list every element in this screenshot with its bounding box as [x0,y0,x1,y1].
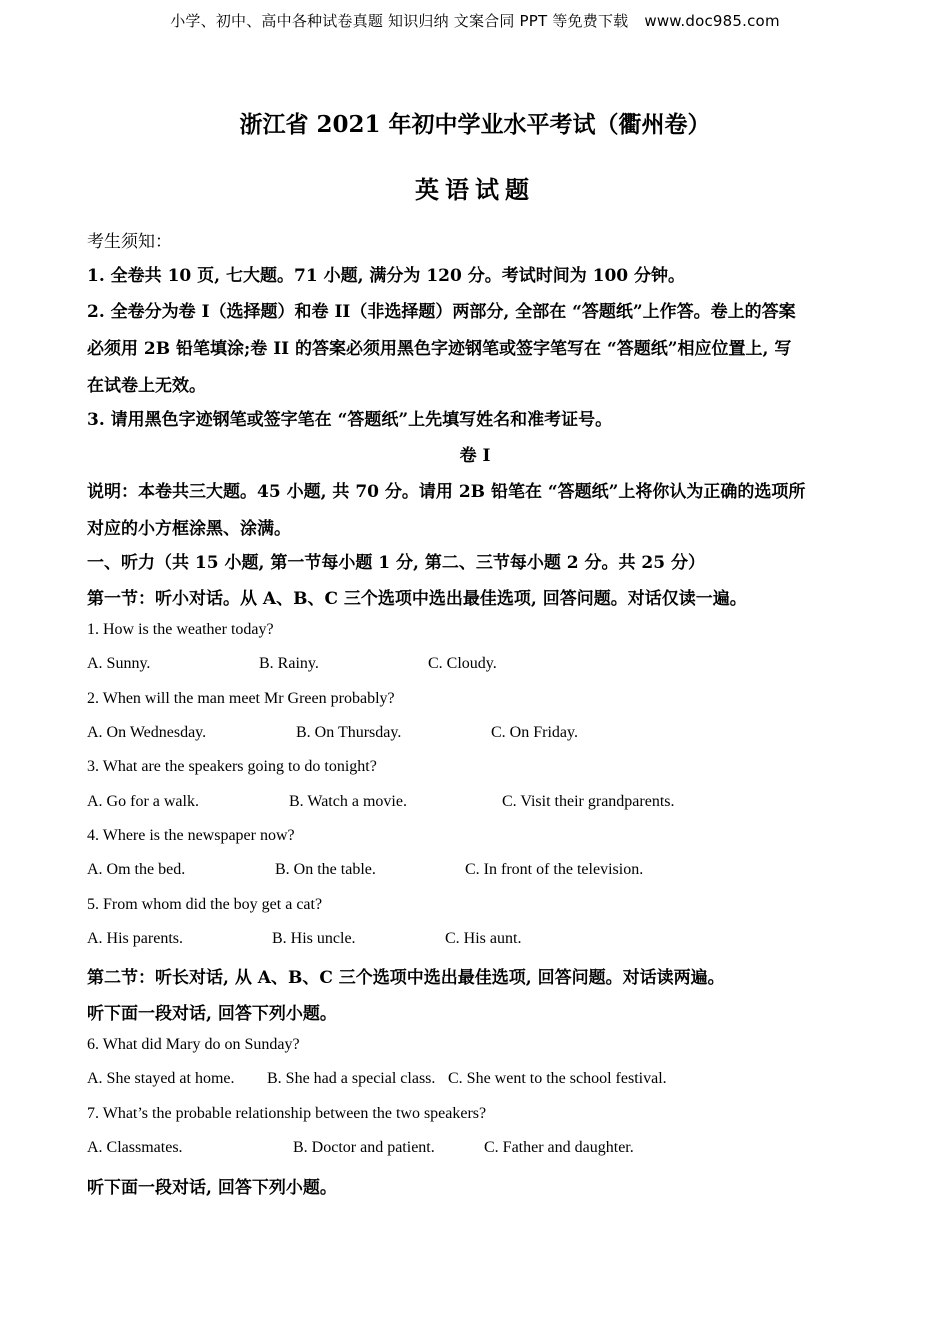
question-7-option-b: B. Doctor and patient. [293,1139,435,1156]
question-4-option-a: A. Om the bed. [87,861,186,878]
question-5: 5. From whom did the boy get a cat? [87,896,323,913]
question-5-option-c: C. His aunt. [445,930,522,947]
volume-desc-line-2: 对应的小方框涂黑、涂满。 [87,519,291,539]
question-2-option-b: B. On Thursday. [296,724,402,741]
question-7-option-a: A. Classmates. [87,1139,183,1156]
listen-prompt-1: 听下面一段对话, 回答下列小题。 [87,1004,337,1024]
volume-label: 卷 I [459,446,491,466]
question-4-option-b: B. On the table. [275,861,376,878]
question-2-option-a: A. On Wednesday. [87,724,207,741]
notice-item-2-line-3: 在试卷上无效。 [87,376,206,396]
exam-subject: 英语试题 [415,175,535,204]
notice-item-1: 1. 全卷共 10 页, 七大题。71 小题, 满分为 120 分。考试时间为 100 分钟。 [87,266,686,286]
question-2: 2. When will the man meet Mr Green probably? [87,690,395,707]
question-1: 1. How is the weather today? [87,621,274,638]
volume-desc-line-1: 说明：本卷共三大题。45 小题, 共 70 分。请用 2B 铅笔在 “答题纸”上将你认为正确的选项所 [87,482,806,502]
question-5-option-a: A. His parents. [87,930,183,947]
notice-item-2-line-1: 2. 全卷分为卷 I（选择题）和卷 II（非选择题）两部分, 全部在 “答题纸”上作答。卷上的答案 [87,302,796,322]
exam-title: 浙江省 2021 年初中学业水平考试（衢州卷） [239,111,711,138]
banner-url[interactable]: www.doc985.com [644,12,780,30]
part-1-instruction: 第一节：听小对话。从 A、B、C 三个选项中选出最佳选项, 回答问题。对话仅读一遍。 [87,589,747,609]
section-title: 一、听力（共 15 小题, 第一节每小题 1 分, 第二、三节每小题 2 分。共 25 分） [87,553,705,573]
question-3: 3. What are the speakers going to do tonight? [87,758,377,775]
question-1-option-b: B. Rainy. [259,655,319,672]
notice-item-2-line-2: 必须用 2B 铅笔填涂;卷 II 的答案必须用黑色字迹钢笔或签字笔写在 “答题纸”相应位置上, 写 [87,339,792,359]
question-4: 4. Where is the newspaper now? [87,827,295,844]
question-1-option-a: A. Sunny. [87,655,151,672]
part-2-instruction: 第二节：听长对话, 从 A、B、C 三个选项中选出最佳选项, 回答问题。对话读两遍。 [87,968,725,988]
question-5-option-b: B. His uncle. [272,930,356,947]
question-6-option-c: C. She went to the school festival. [448,1070,667,1087]
question-3-option-a: A. Go for a walk. [87,793,199,810]
notice-heading: 考生须知： [87,232,172,252]
question-6-option-a: A. She stayed at home. [87,1070,235,1087]
question-1-option-c: C. Cloudy. [428,655,497,672]
question-6-option-b: B. She had a special class. [267,1070,436,1087]
question-4-option-c: C. In front of the television. [465,861,644,878]
question-7: 7. What’s the probable relationship between the two speakers? [87,1105,487,1122]
question-6: 6. What did Mary do on Sunday? [87,1036,300,1053]
site-banner [0,10,950,31]
question-3-option-c: C. Visit their grandparents. [502,793,675,810]
listen-prompt-2: 听下面一段对话, 回答下列小题。 [87,1178,337,1198]
question-3-option-b: B. Watch a movie. [289,793,407,810]
question-2-option-c: C. On Friday. [491,724,578,741]
question-7-option-c: C. Father and daughter. [484,1139,634,1156]
notice-item-3: 3. 请用黑色字迹钢笔或签字笔在 “答题纸”上先填写姓名和准考证号。 [87,410,613,430]
banner-text: 小学、初中、高中各种试卷真题 知识归纳 文案合同 PPT 等免费下载 [170,12,629,30]
